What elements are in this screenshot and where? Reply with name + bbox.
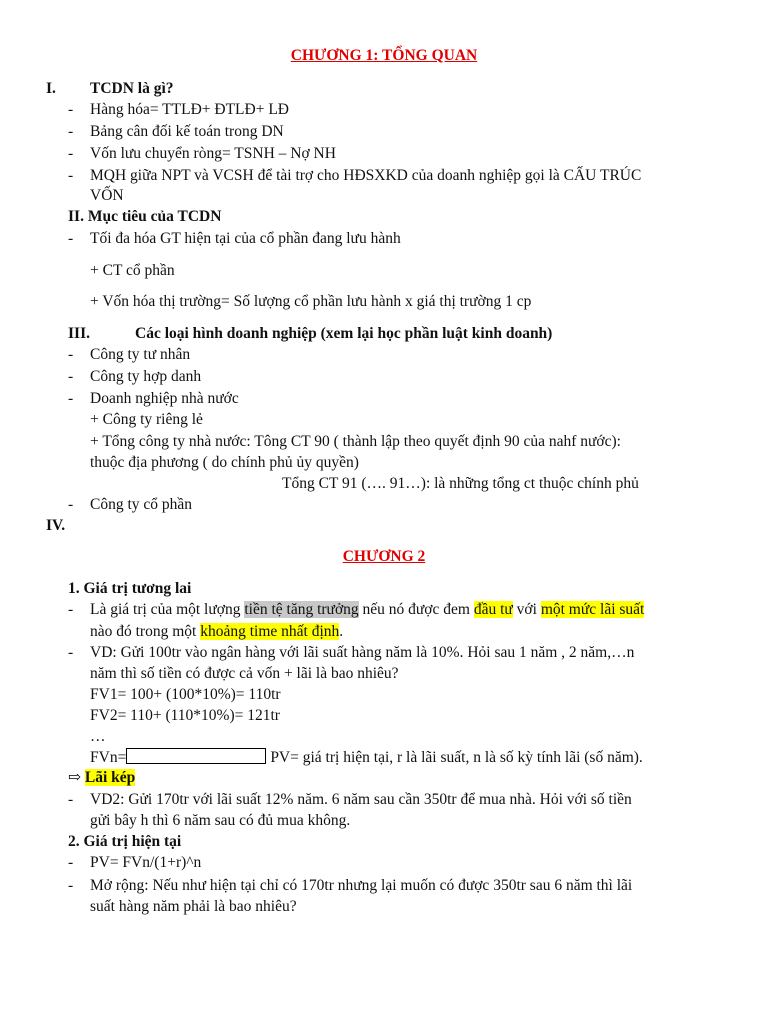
section-heading: II. Mục tiêu của TCDN bbox=[68, 208, 222, 225]
yellow-highlight: một mức lãi suất bbox=[540, 601, 645, 618]
yellow-highlight: Lãi kép bbox=[84, 769, 136, 786]
bullet-dash: - bbox=[68, 791, 74, 808]
bullet-dash: - bbox=[68, 877, 74, 894]
list-item: MQH giữa NPT và VCSH để tài trợ cho HĐSXKD của doanh nghiệp gọi là CẤU TRÚC bbox=[90, 167, 642, 184]
section-heading: 2. Giá trị hiện tại bbox=[68, 833, 182, 850]
sub-item: Tổng CT 91 (…. 91…): là những tổng ct thuộc chính phủ bbox=[282, 475, 639, 492]
example-line: VD2: Gửi 170tr với lãi suất 12% năm. 6 năm sau cần 350tr để mua nhà. Hỏi với số tiền bbox=[90, 791, 632, 808]
section-number: III. bbox=[68, 325, 90, 342]
bullet-dash: - bbox=[68, 496, 74, 513]
sub-item: + Tổng công ty nhà nước: Tông CT 90 ( thành lập theo quyết định 90 của nahf nước): bbox=[90, 433, 621, 450]
bullet-dash: - bbox=[68, 101, 74, 118]
section-heading: 1. Giá trị tương lai bbox=[68, 580, 192, 597]
text: nếu nó được đem bbox=[358, 601, 474, 618]
text: PV= giá trị hiện tại, r là lãi suất, n là số kỳ tính lãi (số năm). bbox=[270, 749, 643, 766]
chapter1-title: CHƯƠNG 1: TỔNG QUAN bbox=[290, 47, 478, 64]
text: Là giá trị của một lượng bbox=[90, 601, 245, 618]
formula-line: FV1= 100+ (100*10%)= 110tr bbox=[90, 686, 281, 703]
bullet-dash: - bbox=[68, 123, 74, 140]
bullet-dash: - bbox=[68, 390, 74, 407]
bullet-dash: - bbox=[68, 145, 74, 162]
formula-line: PV= FVn/(1+r)^n bbox=[90, 854, 202, 871]
ellipsis: … bbox=[90, 728, 106, 745]
bullet-dash: - bbox=[68, 346, 74, 363]
section-number: I. bbox=[46, 80, 56, 97]
text: với bbox=[512, 601, 541, 618]
bullet-dash: - bbox=[68, 601, 74, 618]
list-item: Doanh nghiệp nhà nước bbox=[90, 390, 239, 407]
example-line: năm thì số tiền có được cả vốn + lãi là bao nhiêu? bbox=[90, 665, 399, 682]
bullet-dash: - bbox=[68, 167, 74, 184]
bullet-dash: - bbox=[68, 644, 74, 661]
text: FVn= bbox=[90, 749, 127, 766]
list-item-continued: VỐN bbox=[90, 187, 124, 204]
list-item: Công ty tư nhân bbox=[90, 346, 191, 363]
gray-highlight: tiền tệ tăng trưởng bbox=[244, 601, 359, 618]
sub-item: + Vốn hóa thị trường= Số lượng cổ phần lưu hành x giá thị trường 1 cp bbox=[90, 293, 532, 310]
paragraph-line bbox=[90, 600, 644, 620]
example-line: VD: Gửi 100tr vào ngân hàng với lãi suất hàng năm là 10%. Hỏi sau 1 năm , 2 năm,…n bbox=[90, 644, 635, 661]
list-item: Công ty cổ phần bbox=[90, 496, 193, 513]
list-item: Vốn lưu chuyển ròng= TSNH – Nợ NH bbox=[90, 145, 336, 162]
text: nào đó trong một bbox=[90, 623, 201, 640]
right-arrow-icon: ⇨ bbox=[68, 769, 81, 786]
example-line: gửi bây h thì 6 năm sau có đủ mua không. bbox=[90, 812, 351, 829]
paragraph-line bbox=[90, 622, 343, 642]
bullet-dash: - bbox=[68, 368, 74, 385]
formula-blank-box bbox=[126, 748, 266, 764]
sub-item-continued: thuộc địa phương ( do chính phủ ủy quyền) bbox=[90, 454, 359, 471]
list-item: Công ty hợp danh bbox=[90, 368, 202, 385]
section-heading: TCDN là gì? bbox=[90, 80, 174, 97]
paragraph-line: Mở rộng: Nếu như hiện tại chỉ có 170tr nhưng lại muốn có được 350tr sau 6 năm thì lãi bbox=[90, 877, 633, 894]
section-number: IV. bbox=[46, 517, 66, 534]
yellow-highlight: đầu tư bbox=[473, 601, 513, 618]
section-heading: Các loại hình doanh nghiệp (xem lại học phần luật kinh doanh) bbox=[135, 325, 553, 342]
formula-line: FV2= 110+ (110*10%)= 121tr bbox=[90, 707, 280, 724]
sub-item: + Công ty riêng lẻ bbox=[90, 411, 203, 428]
bullet-dash: - bbox=[68, 854, 74, 871]
text: . bbox=[339, 623, 344, 640]
list-item: Hàng hóa= TTLĐ+ ĐTLĐ+ LĐ bbox=[90, 101, 289, 118]
formula-line bbox=[90, 748, 643, 768]
list-item: Bảng cân đối kế toán trong DN bbox=[90, 123, 284, 140]
chapter2-title: CHƯƠNG 2 bbox=[342, 548, 426, 565]
yellow-highlight: khoảng time nhất định bbox=[200, 623, 340, 640]
bullet-dash: - bbox=[68, 230, 74, 247]
paragraph-line: suất hàng năm phải là bao nhiêu? bbox=[90, 898, 297, 915]
list-item: Tối đa hóa GT hiện tại của cổ phần đang lưu hành bbox=[90, 230, 401, 247]
sub-item: + CT cổ phần bbox=[90, 262, 175, 279]
conclusion-line bbox=[68, 768, 135, 788]
